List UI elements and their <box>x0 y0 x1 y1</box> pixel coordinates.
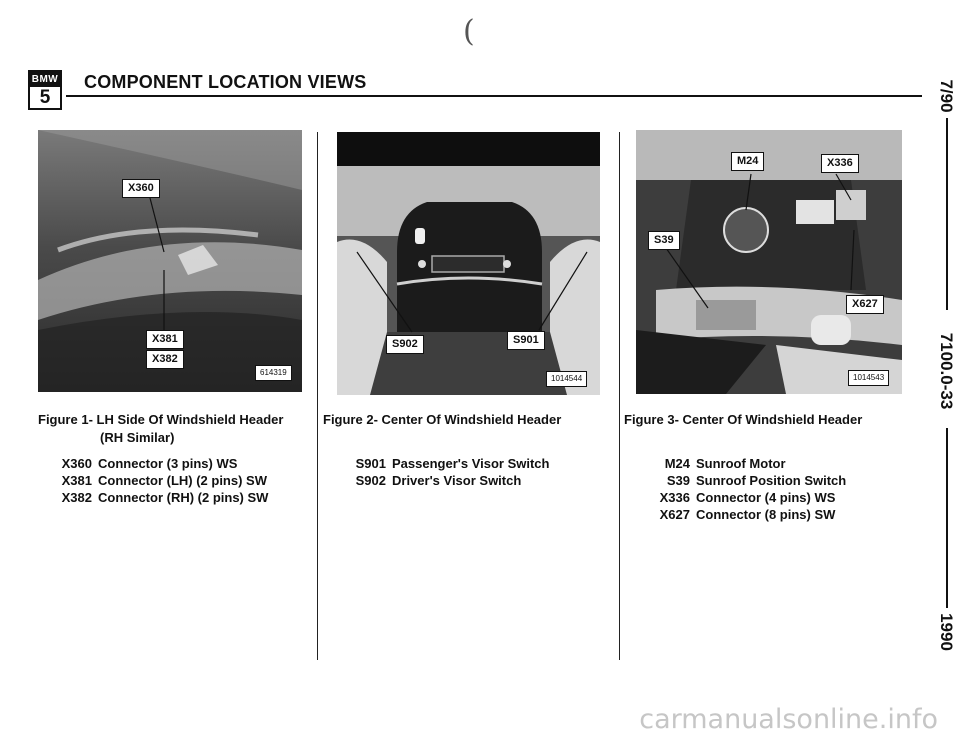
legend-item <box>56 472 268 489</box>
legend-text: Sunroof Motor <box>696 456 786 471</box>
column-divider-1 <box>317 132 318 660</box>
figure-3-legend <box>648 455 846 523</box>
legend-code: X360 <box>61 456 92 471</box>
figure-3-caption: Figure 3- Center Of Windshield Header <box>624 412 863 427</box>
callout-x336: X336 <box>821 154 859 173</box>
margin-line-2 <box>946 428 948 608</box>
watermark-text: carmanualsonline.info <box>639 704 938 735</box>
figure-1-photo <box>38 130 302 392</box>
header-rule <box>66 95 922 97</box>
margin-year: 1990 <box>937 613 956 651</box>
legend-item <box>346 472 549 489</box>
callout-s902: S902 <box>386 335 424 354</box>
legend-text: Driver's Visor Switch <box>392 473 522 488</box>
legend-code: X627 <box>659 507 690 522</box>
legend-text: Connector (RH) (2 pins) SW <box>98 490 269 505</box>
figure-1-caption-sub: (RH Similar) <box>100 430 175 445</box>
legend-code: X336 <box>659 490 690 505</box>
legend-code: X381 <box>61 473 92 488</box>
callout-x381: X381 <box>146 330 184 349</box>
figure-3-photo-art <box>636 130 902 394</box>
legend-text: Passenger's Visor Switch <box>392 456 550 471</box>
figure-2-caption: Figure 2- Center Of Windshield Header <box>323 412 562 427</box>
legend-code: S39 <box>666 473 690 488</box>
page-title: COMPONENT LOCATION VIEWS <box>84 72 367 92</box>
logo-brand: BMW <box>31 74 59 85</box>
margin-doc-number: 7100.0-33 <box>937 332 956 410</box>
figure-3-photo-id: 1014543 <box>848 370 889 386</box>
legend-item <box>56 489 268 506</box>
legend-text: Connector (8 pins) SW <box>696 507 836 522</box>
legend-item <box>648 489 846 506</box>
legend-item <box>648 472 846 489</box>
legend-text: Connector (3 pins) WS <box>98 456 238 471</box>
callout-x627: X627 <box>846 295 884 314</box>
callout-m24: M24 <box>731 152 764 171</box>
figure-2-photo-id: 1014544 <box>546 371 587 387</box>
legend-text: Connector (LH) (2 pins) SW <box>98 473 267 488</box>
figure-1-caption: Figure 1- LH Side Of Windshield Header <box>38 412 284 427</box>
column-divider-2 <box>619 132 620 660</box>
figure-1-photo-id: 614319 <box>255 365 292 381</box>
figure-2-photo <box>337 132 600 395</box>
legend-code: S902 <box>355 473 386 488</box>
callout-s39: S39 <box>648 231 680 250</box>
legend-text: Connector (4 pins) WS <box>696 490 836 505</box>
callout-x382: X382 <box>146 350 184 369</box>
logo-series: 5 <box>39 87 51 108</box>
figure-3-photo <box>636 130 902 394</box>
margin-line-1 <box>946 118 948 310</box>
figure-2-legend <box>346 455 549 489</box>
legend-code: S901 <box>355 456 386 471</box>
legend-item <box>346 455 549 472</box>
legend-item <box>648 506 846 523</box>
figure-2-photo-art <box>337 132 600 395</box>
legend-item <box>56 455 268 472</box>
legend-item <box>648 455 846 472</box>
stray-parenthesis: ( <box>463 14 475 49</box>
callout-s901: S901 <box>507 331 545 350</box>
legend-code: X382 <box>61 490 92 505</box>
legend-text: Sunroof Position Switch <box>696 473 847 488</box>
bmw-5-series-logo <box>28 70 62 110</box>
margin-date: 7/90 <box>937 79 956 113</box>
legend-code: M24 <box>664 456 690 471</box>
figure-1-legend <box>56 455 268 506</box>
callout-x360: X360 <box>122 179 160 198</box>
